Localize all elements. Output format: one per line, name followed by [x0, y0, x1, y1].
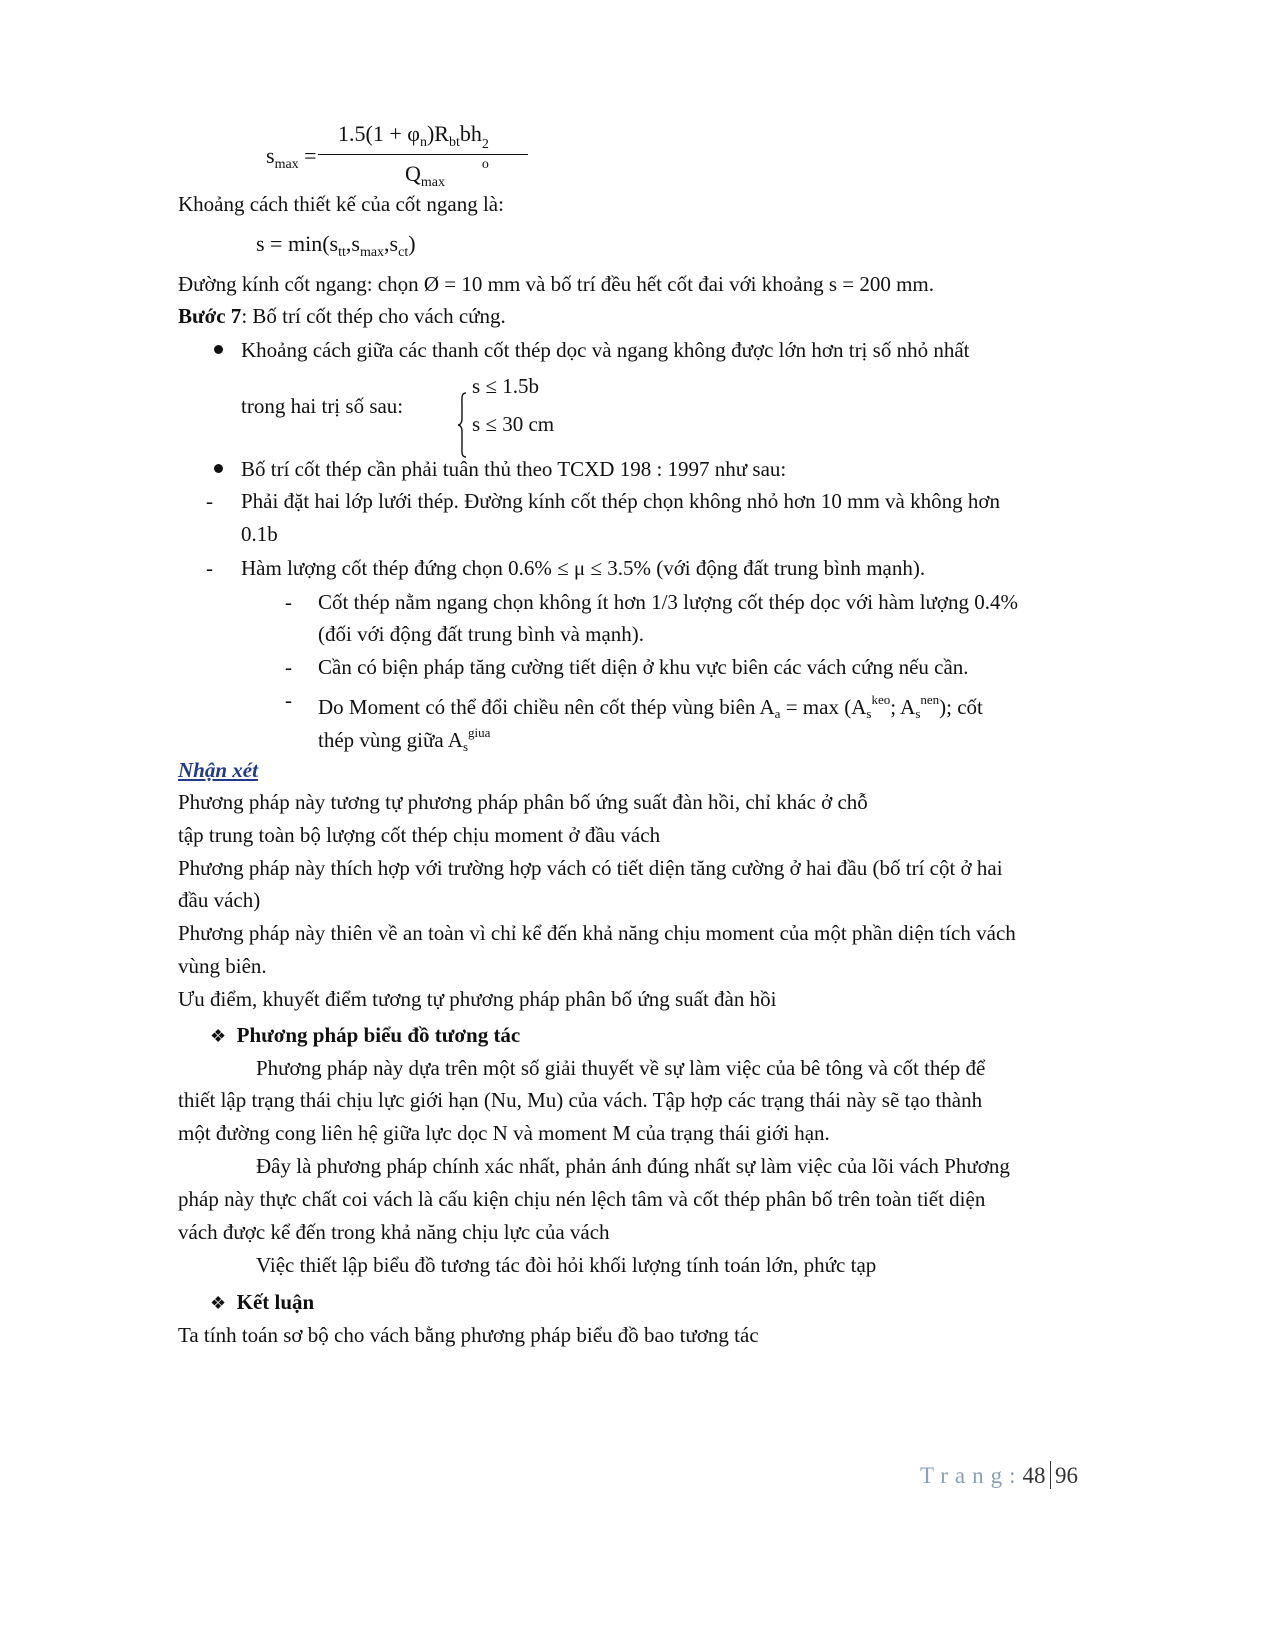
paragraph-line: Đây là phương pháp chính xác nhất, phản ánh đúng nhất sự làm việc của lõi vách Phương	[256, 1154, 1010, 1178]
text-spacing-design: Khoảng cách thiết kế của cốt ngang là:	[178, 192, 504, 216]
paragraph-line: Phương pháp này dựa trên một số giải thuyết về sự làm việc của bê tông và cốt thép để	[256, 1056, 986, 1080]
remark-line: Ưu điểm, khuyết điểm tương tự phương pháp phân bố ứng suất đàn hồi	[178, 987, 777, 1011]
remark-line: Phương pháp này thích hợp với trường hợp vách có tiết diện tăng cường ở hai đầu (bố trí cột ở hai	[178, 856, 1003, 880]
footer-page-number: 48	[1022, 1463, 1046, 1488]
remark-line: tập trung toàn bộ lượng cốt thép chịu moment ở đầu vách	[178, 823, 661, 847]
subdash-3-line-2: thép vùng giữa $As^{giua}$	[318, 725, 491, 754]
condition-2: s ≤ 30 cm	[472, 412, 555, 436]
bullet-1-line-2: trong hai trị số sau:	[241, 394, 404, 418]
formula-smax-fraction-bar	[318, 154, 528, 155]
remark-line: Phương pháp này tương tự phương pháp phân bố ứng suất đàn hồi, chỉ khác ở chỗ	[178, 790, 868, 814]
remark-line: đầu vách)	[178, 888, 261, 912]
subdash-3-line-1: Do Moment có thể đổi chiều nên cốt thép vùng biên $Aa = \max (As^{keo}$; $As^{nen}$); cốt	[318, 692, 983, 721]
formula-s-min: $s = \min(s_{tt},s_{max},s_{ct})$	[256, 231, 416, 260]
bullet-dot	[214, 464, 223, 473]
section-heading-interaction: ❖ Phương pháp biểu đồ tương tác	[210, 1023, 521, 1047]
brace-symbol	[457, 392, 467, 458]
dash-1-line-1: Phải đặt hai lớp lưới thép. Đường kính cốt thép chọn không nhỏ hơn 10 mm và không hơn	[241, 489, 1000, 513]
formula-smax-lhs: $s_{max}$ =	[266, 143, 317, 172]
subdash-2: Cần có biện pháp tăng cường tiết diện ở khu vực biên các vách cứng nếu cần.	[318, 655, 969, 679]
dash-marker: -	[285, 688, 292, 712]
heading-step-7: Bước 7: Bố trí cốt thép cho vách cứng.	[178, 304, 506, 328]
dash-1-line-2: 0.1b	[241, 522, 278, 546]
dash-marker: -	[285, 590, 292, 614]
dash-marker: -	[285, 655, 292, 679]
remark-heading: Nhận xét	[178, 758, 258, 782]
conclusion-text: Ta tính toán sơ bộ cho vách bằng phương pháp biểu đồ bao tương tác	[178, 1323, 759, 1347]
paragraph-line: thiết lập trạng thái chịu lực giới hạn (Nu, Mu) của vách. Tập hợp các trạng thái này sẽ tạo thành	[178, 1088, 983, 1112]
paragraph-line: pháp này thực chất coi vách là cấu kiện chịu nén lệch tâm và cốt thép phân bố trên toàn tiết diện	[178, 1187, 986, 1211]
dash-marker: -	[206, 489, 213, 513]
dash-2: Hàm lượng cốt thép đứng chọn 0.6% ≤ μ ≤ 3.5% (với động đất trung bình mạnh).	[241, 556, 926, 580]
formula-smax-denominator: $Q_{max}$	[405, 161, 445, 190]
section-heading-conclusion: ❖ Kết luận	[210, 1290, 315, 1314]
footer-divider	[1050, 1461, 1052, 1489]
paragraph-line: một đường cong liên hệ giữa lực dọc N và moment M của trạng thái giới hạn.	[178, 1121, 830, 1145]
page-footer	[920, 1460, 1078, 1492]
remark-line: vùng biên.	[178, 954, 267, 978]
diamond-bullet-icon: ❖	[210, 1026, 227, 1046]
bullet-2: Bố trí cốt thép cần phải tuân thủ theo TCXD 198 : 1997 như sau:	[241, 457, 787, 481]
condition-1: s ≤ 1.5b	[472, 374, 539, 398]
dash-marker: -	[206, 556, 213, 580]
footer-total-pages: 96	[1055, 1463, 1078, 1488]
subdash-1-line-1: Cốt thép nằm ngang chọn không ít hơn 1/3 lượng cốt thép dọc với hàm lượng 0.4%	[318, 590, 1019, 614]
footer-label: Trang:	[920, 1463, 1023, 1488]
bullet-dot	[214, 345, 223, 354]
text-diameter: Đường kính cốt ngang: chọn Ø = 10 mm và bố trí đều hết cốt đai với khoảng s = 200 mm.	[178, 272, 935, 296]
bullet-1-line-1: Khoảng cách giữa các thanh cốt thép dọc và ngang không được lớn hơn trị số nhỏ nhất	[241, 338, 970, 362]
remark-line: Phương pháp này thiên về an toàn vì chỉ kể đến khả năng chịu moment của một phần diện tích vách	[178, 921, 1016, 945]
formula-smax-numerator: $1.5(1 + \varphi_n)R_{bt}bh$ 2 o	[338, 121, 489, 172]
subdash-1-line-2: (đối với động đất trung bình và mạnh).	[318, 622, 645, 646]
paragraph-line: Việc thiết lập biểu đồ tương tác đòi hỏi khối lượng tính toán lớn, phức tạp	[256, 1253, 877, 1277]
paragraph-line: vách được kể đến trong khả năng chịu lực của vách	[178, 1220, 610, 1244]
diamond-bullet-icon: ❖	[210, 1293, 227, 1313]
